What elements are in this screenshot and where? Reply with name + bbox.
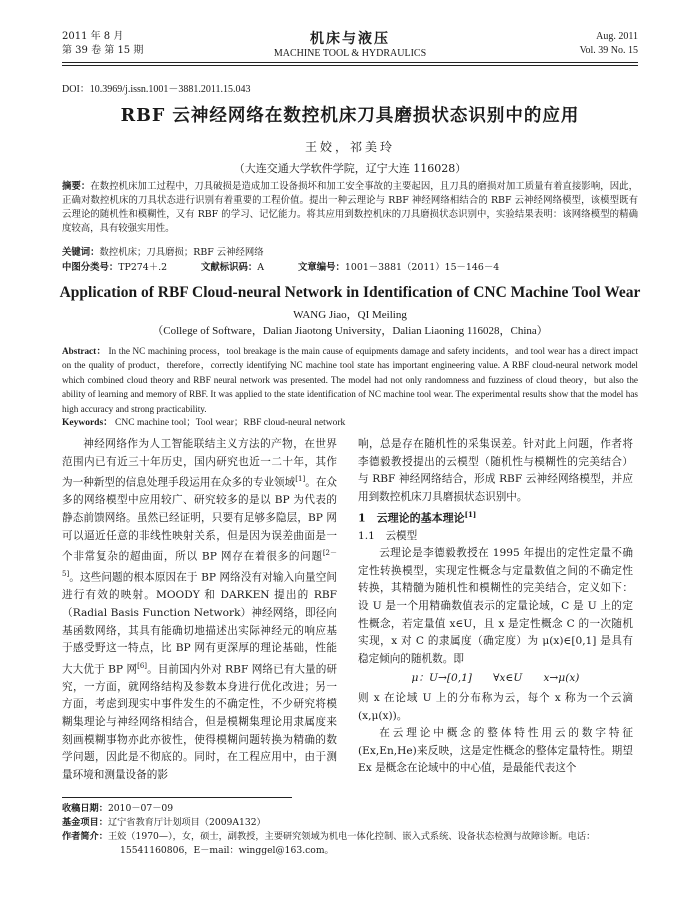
abstract-cn [62, 180, 638, 236]
section-1-citation[interactable]: [1] [464, 510, 477, 520]
abstract-cn-label: 摘要： [62, 181, 91, 192]
citation-2-5[interactable]: [2－5] [62, 549, 337, 579]
keywords-cn [62, 246, 638, 260]
clc-label: 中图分类号： [62, 262, 119, 273]
membership-formula: μ：U→[0,1] ∀x∈U x→μ(x) [411, 672, 580, 685]
keywords-cn-text: 数控机床；刀具磨损；RBF 云神经网络 [99, 247, 264, 258]
cloud-model-paragraph: 云理论是李德毅教授在 1995 年提出的定性定量不确定性转换模型，实现定性概念与定量数值之间的不确定性转换，其精髓为随机性和模糊性的完美结合，定义如下：设 U 是一个用精确数值表示的定量论域，C 是 U 上的定性概念，若定量值 x∈U，且 x 是定性概念 C 的一次随机实现，x 对 C 的隶属度（确定度）为 μ(x)∈[0,1] 是具有稳定倾向的随机数。即 [358, 547, 633, 665]
section-1-heading [358, 506, 633, 527]
author-bio-text: 王姣（1970—），女，硕士，副教授，主要研究领域为机电一体化控制、嵌入式系统、设备状态检测与故障诊断。电话：15541160806，E－mail：winggel@163.com。 [107, 831, 596, 856]
article-number-value: 1001－3881（2011）15－146－4 [344, 262, 500, 273]
affiliation-en: （College of Software，Dalian Jiaotong University，Dalian Liaoning 116028，China） [152, 325, 548, 337]
footnote-rule [62, 797, 292, 798]
doc-code-label: 文献标识码： [201, 262, 258, 273]
header-date-cn: 2011 年 8 月 [62, 31, 124, 42]
keywords-en-label: Keywords： [62, 418, 113, 428]
cloud-definition-paragraph: 则 x 在论域 U 上的分布称为云，每个 x 称为一个云滴(x,μ(x))。 [358, 691, 633, 722]
fund-label: 基金项目： [62, 817, 108, 828]
doc-code-value: A [257, 262, 265, 273]
intro-continuation: 响，总是存在随机性的采集误差。针对此上问题，作者将李德毅教授提出的云模型（随机性与模糊性的完美结合）与 RBF 神经网络结合，形成 RBF 云神经网络模型，并应用到数控机床刀具磨损状态识别中。 [358, 438, 633, 503]
article-number-label: 文章编号： [298, 262, 345, 273]
keywords-cn-label: 关键词： [62, 247, 100, 258]
digital-features-paragraph: 在云理论中概念的整体特性用云的数字特征(Ex,En,He)来反映，这是定性概念的整体定量特性。期望 Ex 是概念在论域中的中心值，是最能代表这个 [358, 727, 633, 775]
paper-title-en: Application of RBF Cloud-neural Network in Identification of CNC Machine Tool Wear [59, 284, 641, 301]
citation-6[interactable]: [6] [137, 661, 148, 670]
intro-text-3: 。这些问题的根本原因在于 BP 网络没有对输入向量空间进行有效的映射。MOODY 和 DARKEN 提出的 RBF（Radial Basis Function Network）神经网络，即径向基函数网络，其具有能确切地描述出实际神经元的响应基于感受野这一特点，比 BP 网有更深厚的理论基础，性能大大优于 BP 网 [62, 571, 337, 676]
journal-name-cn: 机床与液压 [310, 31, 390, 47]
footnote-author-bio [62, 830, 638, 857]
intro-text-2: 。在众多的网络模型中应用较广、研究较多的是以 BP 为代表的静态前馈网络。虽然已经证明，只要有足够多隐层，BP 网可以逼近任意的非线性映射关系，但是因为误差曲面是一个非常复杂的超曲面，所以 BP 网存在着很多的问题 [62, 476, 338, 563]
citation-1[interactable]: [1] [295, 475, 306, 484]
abstract-en-label: Abstract： [62, 346, 106, 356]
clc-value: TP274＋.2 [118, 262, 168, 273]
header-volume-en: Vol. 39 No. 15 [579, 45, 638, 56]
authors-en: WANG Jiao，QI Meiling [293, 309, 407, 321]
header-rule-second [62, 65, 638, 66]
journal-name-en: MACHINE TOOL & HYDRAULICS [273, 48, 427, 59]
header-rule [62, 62, 638, 63]
classification-line [62, 261, 638, 275]
body-column-right [358, 436, 633, 778]
received-date: 2010－07－09 [107, 803, 174, 814]
intro-text-4: 。目前国内外对 RBF 网络已有大量的研究，一方面，就网络结构及参数本身进行优化改进；另一方面，考虑到现实中事件发生的不确定性，不少研究将模糊集理论与神经网络相结合，但是模糊集理论用隶属度来刻画模糊事物亦此亦彼性，使得模糊问题转换为精确的数学问题，因此是不彻底的。同时，在工程应用中，由于测量环境和测量设备的影 [62, 663, 337, 781]
footnote-fund [62, 816, 638, 830]
section-1-title: 1 云理论的基本理论 [358, 512, 465, 526]
header-date-en: Aug. 2011 [596, 31, 638, 42]
intro-paragraph [62, 436, 337, 784]
keywords-en-text: CNC machine tool；Tool wear；RBF cloud-neural network [115, 418, 346, 428]
keywords-en [62, 414, 638, 428]
intro-text-1: 神经网络作为人工智能联结主义方法的产物，在世界范围内已有近三十年历史，国内研究也近一二十年，其作为一种新型的信息处理手段运用在众多的专业领域 [62, 438, 337, 489]
header-volume-cn: 第 39 卷 第 15 期 [62, 45, 144, 56]
abstract-cn-text: 在数控机床加工过程中，刀具破损是造成加工设备损坏和加工安全事故的主要起因，且刀具的磨损对加工质量有着直接影响，因此，正确对数控机床的刀具状态进行识别有着重要的工程价值。提出一种云理论与 RBF 神经网络相结合的 RBF 云神经网络模型，该模型既有云理论的随机性和模糊性，又有 RBF 的学习、记忆能力。将其应用到数控机床的刀具磨损状态识别中，实验结果表明：该网络模型的精确度较高，具有较强实用性。 [62, 181, 638, 234]
subsection-1-1-heading: 1.1 云模型 [358, 529, 418, 542]
abstract-en [62, 344, 638, 416]
body-column-left [62, 436, 337, 784]
author-bio-label: 作者简介： [62, 831, 108, 842]
fund-value: 辽宁省教育厅计划项目（2009A132） [107, 817, 266, 828]
running-header-right [580, 30, 638, 58]
paper-title-cn: RBF 云神经网络在数控机床刀具磨损状态识别中的应用 [120, 106, 580, 126]
doi: DOI：10.3969/j.issn.1001－3881.2011.15.043 [62, 84, 251, 95]
abstract-en-text: In the NC machining process，tool breakage is the main cause of equipments damage and safety incidents，and tool wear has a direct impact on the quality of product，therefore，correctly identifying NC machine tool state has important engineering value. A RBF cloud-neural network model which combined cloud theory and RBF neural network was presented. The model had not only randomness and fuzziness of cloud theory，but also the ability of learning and memory of RBF. It was applied to the state identification of NC machine tool wear. The experimental results show that the model has high accuracy and strong practicability. [62, 346, 638, 414]
authors-cn: 王姣，祁美玲 [304, 140, 395, 154]
affiliation-cn: （大连交通大学软件学院，辽宁大连 116028） [233, 162, 467, 175]
footnote-received [62, 802, 638, 816]
received-label: 收稿日期： [62, 803, 108, 814]
